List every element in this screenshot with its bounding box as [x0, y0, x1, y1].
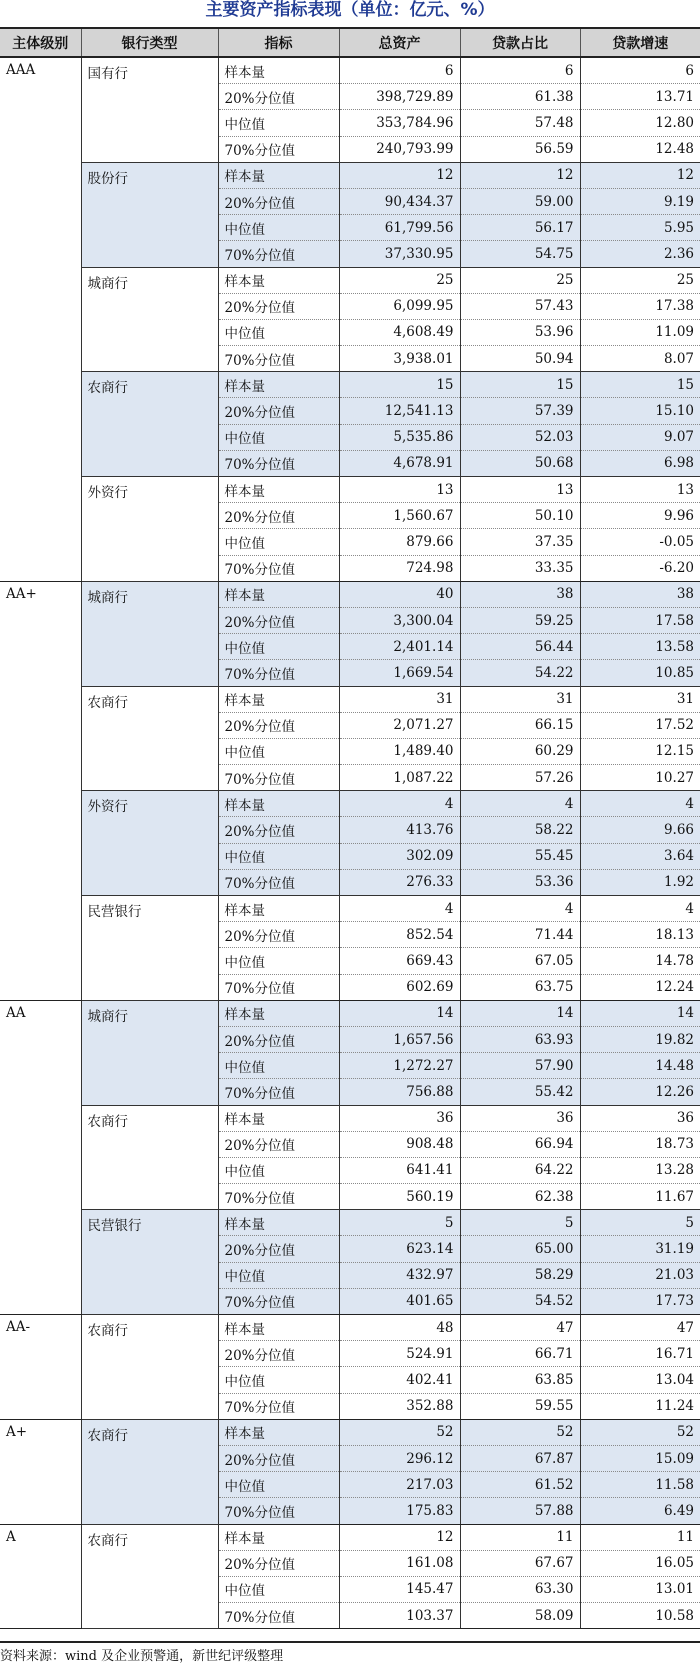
loan-ratio-cell: 5: [460, 1210, 580, 1236]
loan-growth-cell: 8.07: [580, 346, 700, 372]
loan-ratio-cell: 36: [460, 1105, 580, 1131]
bank-type-cell: 民营银行: [81, 896, 218, 1001]
total-assets-cell: 1,560.67: [339, 503, 460, 529]
indicator-cell: 70%分位值: [218, 241, 339, 267]
loan-growth-cell: 16.05: [580, 1550, 700, 1576]
header-total-assets: 总资产: [339, 28, 460, 57]
loan-growth-cell: 13.71: [580, 84, 700, 110]
loan-growth-cell: 14.78: [580, 948, 700, 974]
loan-growth-cell: 18.13: [580, 922, 700, 948]
loan-ratio-cell: 57.88: [460, 1498, 580, 1524]
loan-growth-cell: 21.03: [580, 1262, 700, 1288]
loan-ratio-cell: 54.52: [460, 1288, 580, 1314]
indicator-cell: 70%分位值: [218, 1498, 339, 1524]
total-assets-cell: 5: [339, 1210, 460, 1236]
indicator-cell: 20%分位值: [218, 817, 339, 843]
loan-growth-cell: 13.04: [580, 1367, 700, 1393]
loan-growth-cell: 25: [580, 267, 700, 293]
table-row: [0, 1419, 700, 1445]
loan-growth-cell: 1.92: [580, 869, 700, 895]
total-assets-cell: 4,678.91: [339, 450, 460, 476]
indicator-cell: 70%分位值: [218, 1184, 339, 1210]
indicator-cell: 20%分位值: [218, 922, 339, 948]
indicator-cell: 中位值: [218, 843, 339, 869]
loan-ratio-cell: 56.17: [460, 215, 580, 241]
loan-growth-cell: 10.85: [580, 660, 700, 686]
loan-growth-cell: 14.48: [580, 1053, 700, 1079]
loan-growth-cell: 15.09: [580, 1445, 700, 1471]
indicator-cell: 中位值: [218, 1053, 339, 1079]
indicator-cell: 样本量: [218, 1524, 339, 1550]
loan-ratio-cell: 60.29: [460, 738, 580, 764]
total-assets-cell: 413.76: [339, 817, 460, 843]
header-grade: 主体级别: [0, 28, 81, 57]
indicator-cell: 20%分位值: [218, 188, 339, 214]
indicator-cell: 样本量: [218, 477, 339, 503]
total-assets-cell: 3,300.04: [339, 607, 460, 633]
loan-ratio-cell: 52: [460, 1419, 580, 1445]
loan-growth-cell: 38: [580, 581, 700, 607]
header-loan-growth: 贷款增速: [580, 28, 700, 57]
loan-ratio-cell: 53.96: [460, 319, 580, 345]
table-row: [0, 581, 700, 607]
loan-growth-cell: 47: [580, 1315, 700, 1341]
loan-growth-cell: 9.96: [580, 503, 700, 529]
loan-growth-cell: 11.67: [580, 1184, 700, 1210]
indicator-cell: 20%分位值: [218, 1131, 339, 1157]
loan-growth-cell: 3.64: [580, 843, 700, 869]
loan-ratio-cell: 14: [460, 1000, 580, 1026]
indicator-cell: 70%分位值: [218, 974, 339, 1000]
indicator-cell: 中位值: [218, 948, 339, 974]
bank-type-cell: 外资行: [81, 791, 218, 896]
indicator-cell: 20%分位值: [218, 84, 339, 110]
loan-growth-cell: 6.98: [580, 450, 700, 476]
indicator-cell: 中位值: [218, 738, 339, 764]
indicator-cell: 样本量: [218, 372, 339, 398]
loan-growth-cell: 13: [580, 477, 700, 503]
loan-growth-cell: 10.27: [580, 765, 700, 791]
total-assets-cell: 13: [339, 477, 460, 503]
loan-ratio-cell: 63.75: [460, 974, 580, 1000]
loan-ratio-cell: 50.68: [460, 450, 580, 476]
grade-cell: AAA: [0, 57, 81, 581]
loan-ratio-cell: 4: [460, 896, 580, 922]
loan-ratio-cell: 47: [460, 1315, 580, 1341]
loan-ratio-cell: 58.22: [460, 817, 580, 843]
total-assets-cell: 217.03: [339, 1472, 460, 1498]
bank-type-cell: 城商行: [81, 1000, 218, 1105]
loan-ratio-cell: 50.10: [460, 503, 580, 529]
indicator-cell: 样本量: [218, 686, 339, 712]
grade-cell: AA: [0, 1000, 81, 1314]
loan-growth-cell: 11.09: [580, 319, 700, 345]
loan-ratio-cell: 37.35: [460, 529, 580, 555]
indicator-cell: 样本量: [218, 1210, 339, 1236]
loan-ratio-cell: 25: [460, 267, 580, 293]
total-assets-cell: 852.54: [339, 922, 460, 948]
table-row: [0, 162, 700, 188]
total-assets-cell: 1,669.54: [339, 660, 460, 686]
indicator-cell: 20%分位值: [218, 1341, 339, 1367]
indicator-cell: 20%分位值: [218, 712, 339, 738]
total-assets-cell: 36: [339, 1105, 460, 1131]
indicator-cell: 样本量: [218, 162, 339, 188]
total-assets-cell: 524.91: [339, 1341, 460, 1367]
loan-ratio-cell: 56.59: [460, 136, 580, 162]
table-row: [0, 1105, 700, 1131]
table-row: [0, 1210, 700, 1236]
loan-growth-cell: 11: [580, 1524, 700, 1550]
loan-growth-cell: 9.07: [580, 424, 700, 450]
loan-ratio-cell: 31: [460, 686, 580, 712]
indicator-cell: 中位值: [218, 529, 339, 555]
loan-growth-cell: 13.01: [580, 1576, 700, 1602]
indicator-cell: 中位值: [218, 1576, 339, 1602]
indicator-cell: 中位值: [218, 1472, 339, 1498]
loan-growth-cell: -6.20: [580, 555, 700, 581]
total-assets-cell: 15: [339, 372, 460, 398]
total-assets-cell: 6,099.95: [339, 293, 460, 319]
header-indicator: 指标: [218, 28, 339, 57]
loan-ratio-cell: 65.00: [460, 1236, 580, 1262]
loan-ratio-cell: 57.39: [460, 398, 580, 424]
grade-cell: A+: [0, 1419, 81, 1524]
loan-growth-cell: 2.36: [580, 241, 700, 267]
loan-ratio-cell: 64.22: [460, 1157, 580, 1183]
indicator-cell: 样本量: [218, 581, 339, 607]
total-assets-cell: 52: [339, 1419, 460, 1445]
table-row: [0, 267, 700, 293]
indicator-cell: 20%分位值: [218, 1236, 339, 1262]
loan-ratio-cell: 13: [460, 477, 580, 503]
indicator-cell: 70%分位值: [218, 660, 339, 686]
grade-cell: A: [0, 1524, 81, 1629]
total-assets-cell: 432.97: [339, 1262, 460, 1288]
total-assets-cell: 61,799.56: [339, 215, 460, 241]
table-row: [0, 372, 700, 398]
indicator-cell: 中位值: [218, 1367, 339, 1393]
total-assets-cell: 12: [339, 162, 460, 188]
indicator-cell: 20%分位值: [218, 1026, 339, 1052]
indicator-cell: 20%分位值: [218, 1550, 339, 1576]
loan-ratio-cell: 15: [460, 372, 580, 398]
indicator-cell: 中位值: [218, 215, 339, 241]
total-assets-cell: 37,330.95: [339, 241, 460, 267]
total-assets-cell: 240,793.99: [339, 136, 460, 162]
loan-growth-cell: 19.82: [580, 1026, 700, 1052]
total-assets-cell: 175.83: [339, 1498, 460, 1524]
loan-growth-cell: 17.58: [580, 607, 700, 633]
loan-ratio-cell: 57.26: [460, 765, 580, 791]
indicator-cell: 70%分位值: [218, 555, 339, 581]
table-row: [0, 791, 700, 817]
loan-ratio-cell: 63.30: [460, 1576, 580, 1602]
loan-growth-cell: 15: [580, 372, 700, 398]
total-assets-cell: 908.48: [339, 1131, 460, 1157]
indicator-cell: 样本量: [218, 1315, 339, 1341]
loan-ratio-cell: 58.29: [460, 1262, 580, 1288]
loan-growth-cell: 52: [580, 1419, 700, 1445]
bank-type-cell: 城商行: [81, 581, 218, 686]
total-assets-cell: 12,541.13: [339, 398, 460, 424]
loan-growth-cell: 18.73: [580, 1131, 700, 1157]
loan-ratio-cell: 63.93: [460, 1026, 580, 1052]
loan-growth-cell: 17.38: [580, 293, 700, 319]
total-assets-cell: 724.98: [339, 555, 460, 581]
loan-ratio-cell: 67.87: [460, 1445, 580, 1471]
bank-type-cell: 民营银行: [81, 1210, 218, 1315]
loan-growth-cell: 11.58: [580, 1472, 700, 1498]
total-assets-cell: 31: [339, 686, 460, 712]
total-assets-cell: 3,938.01: [339, 346, 460, 372]
loan-ratio-cell: 53.36: [460, 869, 580, 895]
indicator-cell: 样本量: [218, 1105, 339, 1131]
indicator-cell: 中位值: [218, 424, 339, 450]
total-assets-cell: 6: [339, 57, 460, 84]
header-loan-ratio: 贷款占比: [460, 28, 580, 57]
loan-ratio-cell: 62.38: [460, 1184, 580, 1210]
grade-cell: AA+: [0, 581, 81, 1000]
loan-ratio-cell: 57.43: [460, 293, 580, 319]
total-assets-cell: 2,401.14: [339, 634, 460, 660]
indicator-cell: 20%分位值: [218, 1445, 339, 1471]
indicator-cell: 70%分位值: [218, 765, 339, 791]
total-assets-cell: 641.41: [339, 1157, 460, 1183]
indicator-cell: 70%分位值: [218, 346, 339, 372]
loan-growth-cell: 9.19: [580, 188, 700, 214]
total-assets-cell: 90,434.37: [339, 188, 460, 214]
total-assets-cell: 145.47: [339, 1576, 460, 1602]
loan-growth-cell: 4: [580, 896, 700, 922]
loan-ratio-cell: 61.38: [460, 84, 580, 110]
header-row: [0, 28, 700, 57]
loan-ratio-cell: 66.94: [460, 1131, 580, 1157]
bank-type-cell: 农商行: [81, 1105, 218, 1210]
loan-growth-cell: 36: [580, 1105, 700, 1131]
total-assets-cell: 12: [339, 1524, 460, 1550]
total-assets-cell: 1,489.40: [339, 738, 460, 764]
loan-ratio-cell: 52.03: [460, 424, 580, 450]
table-row: [0, 1524, 700, 1550]
loan-ratio-cell: 55.42: [460, 1079, 580, 1105]
loan-ratio-cell: 59.25: [460, 607, 580, 633]
loan-growth-cell: 6.49: [580, 1498, 700, 1524]
grade-cell: AA-: [0, 1315, 81, 1420]
total-assets-cell: 623.14: [339, 1236, 460, 1262]
loan-growth-cell: 12.80: [580, 110, 700, 136]
total-assets-cell: 560.19: [339, 1184, 460, 1210]
loan-ratio-cell: 57.48: [460, 110, 580, 136]
asset-indicator-table: [0, 27, 700, 1629]
table-row: [0, 1000, 700, 1026]
indicator-cell: 20%分位值: [218, 398, 339, 424]
loan-ratio-cell: 57.90: [460, 1053, 580, 1079]
loan-growth-cell: 15.10: [580, 398, 700, 424]
indicator-cell: 样本量: [218, 1000, 339, 1026]
total-assets-cell: 2,071.27: [339, 712, 460, 738]
loan-growth-cell: -0.05: [580, 529, 700, 555]
loan-growth-cell: 13.58: [580, 634, 700, 660]
total-assets-cell: 398,729.89: [339, 84, 460, 110]
indicator-cell: 中位值: [218, 634, 339, 660]
table-body: [0, 57, 700, 1629]
total-assets-cell: 296.12: [339, 1445, 460, 1471]
loan-ratio-cell: 33.35: [460, 555, 580, 581]
total-assets-cell: 4: [339, 791, 460, 817]
loan-growth-cell: 17.73: [580, 1288, 700, 1314]
bank-type-cell: 农商行: [81, 686, 218, 791]
total-assets-cell: 302.09: [339, 843, 460, 869]
indicator-cell: 70%分位值: [218, 1288, 339, 1314]
indicator-cell: 中位值: [218, 1157, 339, 1183]
indicator-cell: 20%分位值: [218, 503, 339, 529]
loan-ratio-cell: 12: [460, 162, 580, 188]
loan-growth-cell: 5.95: [580, 215, 700, 241]
total-assets-cell: 401.65: [339, 1288, 460, 1314]
loan-ratio-cell: 67.67: [460, 1550, 580, 1576]
total-assets-cell: 1,657.56: [339, 1026, 460, 1052]
indicator-cell: 70%分位值: [218, 1393, 339, 1419]
total-assets-cell: 5,535.86: [339, 424, 460, 450]
indicator-cell: 样本量: [218, 791, 339, 817]
total-assets-cell: 103.37: [339, 1603, 460, 1629]
indicator-cell: 70%分位值: [218, 136, 339, 162]
table-row: [0, 896, 700, 922]
indicator-cell: 样本量: [218, 896, 339, 922]
loan-ratio-cell: 61.52: [460, 1472, 580, 1498]
loan-ratio-cell: 4: [460, 791, 580, 817]
bank-type-cell: 农商行: [81, 372, 218, 477]
loan-growth-cell: 9.66: [580, 817, 700, 843]
indicator-cell: 70%分位值: [218, 869, 339, 895]
bank-type-cell: 农商行: [81, 1315, 218, 1420]
total-assets-cell: 756.88: [339, 1079, 460, 1105]
bank-type-cell: 股份行: [81, 162, 218, 267]
loan-growth-cell: 31.19: [580, 1236, 700, 1262]
loan-ratio-cell: 11: [460, 1524, 580, 1550]
loan-ratio-cell: 56.44: [460, 634, 580, 660]
bank-type-cell: 城商行: [81, 267, 218, 372]
loan-growth-cell: 13.28: [580, 1157, 700, 1183]
indicator-cell: 样本量: [218, 267, 339, 293]
total-assets-cell: 14: [339, 1000, 460, 1026]
indicator-cell: 70%分位值: [218, 1603, 339, 1629]
total-assets-cell: 669.43: [339, 948, 460, 974]
total-assets-cell: 40: [339, 581, 460, 607]
loan-growth-cell: 14: [580, 1000, 700, 1026]
loan-growth-cell: 16.71: [580, 1341, 700, 1367]
loan-ratio-cell: 66.15: [460, 712, 580, 738]
bank-type-cell: 国有行: [81, 57, 218, 162]
loan-ratio-cell: 50.94: [460, 346, 580, 372]
total-assets-cell: 4: [339, 896, 460, 922]
bank-type-cell: 外资行: [81, 477, 218, 582]
loan-ratio-cell: 54.75: [460, 241, 580, 267]
table-title: 主要资产指标表现（单位：亿元、%）: [205, 0, 495, 20]
total-assets-cell: 353,784.96: [339, 110, 460, 136]
total-assets-cell: 602.69: [339, 974, 460, 1000]
indicator-cell: 中位值: [218, 1262, 339, 1288]
loan-ratio-cell: 6: [460, 57, 580, 84]
indicator-cell: 中位值: [218, 319, 339, 345]
loan-ratio-cell: 67.05: [460, 948, 580, 974]
total-assets-cell: 161.08: [339, 1550, 460, 1576]
loan-ratio-cell: 66.71: [460, 1341, 580, 1367]
total-assets-cell: 4,608.49: [339, 319, 460, 345]
table-row: [0, 57, 700, 84]
indicator-cell: 20%分位值: [218, 607, 339, 633]
header-bank-type: 银行类型: [81, 28, 218, 57]
bank-type-cell: 农商行: [81, 1419, 218, 1524]
total-assets-cell: 276.33: [339, 869, 460, 895]
loan-growth-cell: 12: [580, 162, 700, 188]
loan-growth-cell: 12.26: [580, 1079, 700, 1105]
loan-ratio-cell: 59.55: [460, 1393, 580, 1419]
loan-ratio-cell: 58.09: [460, 1603, 580, 1629]
loan-ratio-cell: 38: [460, 581, 580, 607]
loan-growth-cell: 4: [580, 791, 700, 817]
table-row: [0, 686, 700, 712]
loan-growth-cell: 12.15: [580, 738, 700, 764]
total-assets-cell: 25: [339, 267, 460, 293]
total-assets-cell: 402.41: [339, 1367, 460, 1393]
loan-ratio-cell: 59.00: [460, 188, 580, 214]
loan-growth-cell: 6: [580, 57, 700, 84]
total-assets-cell: 48: [339, 1315, 460, 1341]
loan-growth-cell: 31: [580, 686, 700, 712]
indicator-cell: 70%分位值: [218, 450, 339, 476]
loan-ratio-cell: 63.85: [460, 1367, 580, 1393]
loan-growth-cell: 10.58: [580, 1603, 700, 1629]
loan-ratio-cell: 54.22: [460, 660, 580, 686]
indicator-cell: 样本量: [218, 57, 339, 84]
indicator-cell: 20%分位值: [218, 293, 339, 319]
indicator-cell: 中位值: [218, 110, 339, 136]
total-assets-cell: 1,272.27: [339, 1053, 460, 1079]
loan-ratio-cell: 55.45: [460, 843, 580, 869]
total-assets-cell: 352.88: [339, 1393, 460, 1419]
indicator-cell: 样本量: [218, 1419, 339, 1445]
loan-growth-cell: 12.24: [580, 974, 700, 1000]
total-assets-cell: 1,087.22: [339, 765, 460, 791]
total-assets-cell: 879.66: [339, 529, 460, 555]
bank-type-cell: 农商行: [81, 1524, 218, 1629]
loan-ratio-cell: 71.44: [460, 922, 580, 948]
table-row: [0, 477, 700, 503]
loan-growth-cell: 11.24: [580, 1393, 700, 1419]
loan-growth-cell: 12.48: [580, 136, 700, 162]
loan-growth-cell: 17.52: [580, 712, 700, 738]
source-note: 资料来源：wind 及企业预警通，新世纪评级整理: [0, 1641, 700, 1664]
loan-growth-cell: 5: [580, 1210, 700, 1236]
indicator-cell: 70%分位值: [218, 1079, 339, 1105]
table-row: [0, 1315, 700, 1341]
